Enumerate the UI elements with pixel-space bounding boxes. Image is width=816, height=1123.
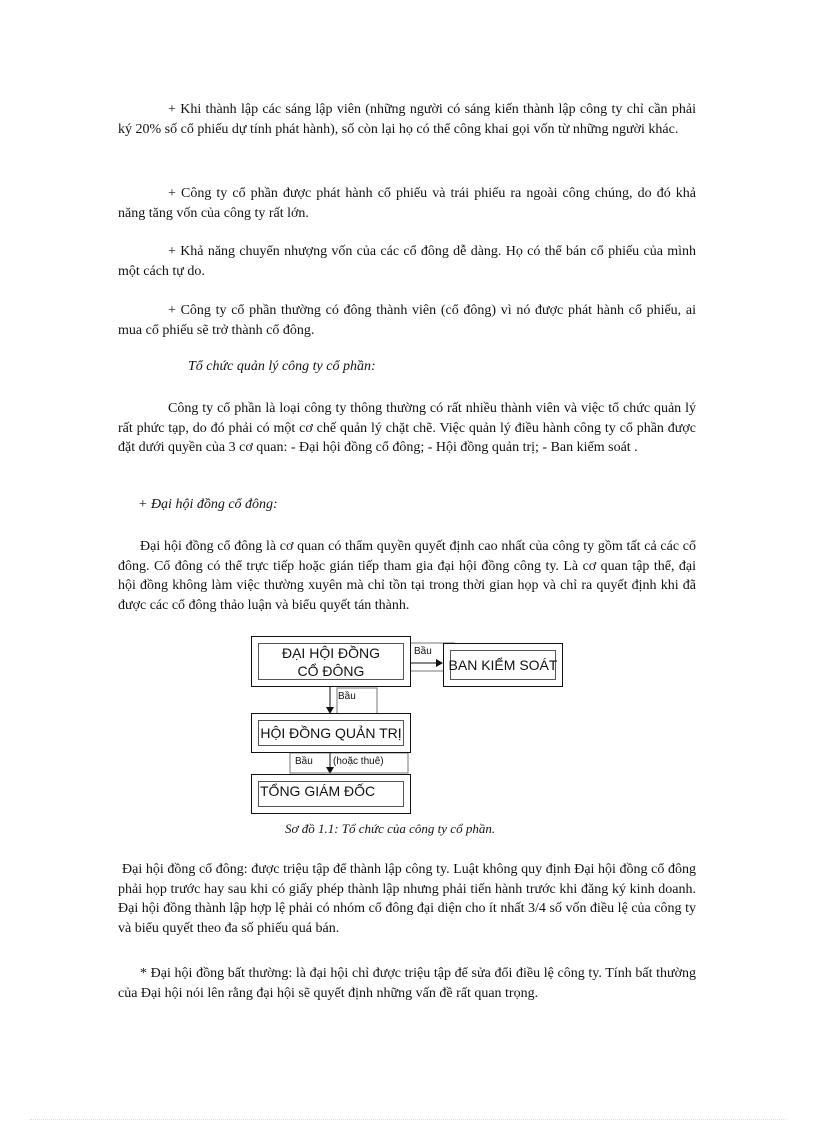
box-general-meeting <box>251 636 411 687</box>
box-general-meeting-line1: ĐẠI HỘI ĐỒNG <box>281 645 380 661</box>
label-elect-director: Bầu <box>295 756 313 767</box>
paragraph-members: + Công ty cổ phần thường có đông thành viên (cổ đông) vì nó được phát hành cổ phiếu, ai mua cổ phiếu sẽ trở thành cổ đông. <box>118 303 696 338</box>
paragraph-transfer: + Khả năng chuyển nhượng vốn của các cổ đông dễ dàng. Họ có thể bán cổ phiếu của mình một cách tự do. <box>118 244 696 279</box>
page-bottom-rule <box>30 1119 786 1120</box>
paragraph-issuance: + Công ty cổ phần được phát hành cổ phiếu và trái phiếu ra ngoài công chúng, do đó khả năng tăng vốn của công ty rất lớn. <box>118 186 696 221</box>
box-supervisory-board-label: BAN KIỂM SOÁT <box>448 657 558 673</box>
label-elect-board: Bầu <box>338 691 356 702</box>
section-heading-general-meeting: + Đại hội đồng cổ đông: <box>138 497 278 512</box>
box-supervisory-board <box>443 643 563 687</box>
paragraph-extraordinary-meeting: * Đại hội đồng bất thường: là đại hội chỉ được triệu tập để sửa đổi điều lệ công ty. Tính bất thường của Đại hội nói lên rằng đại hội sẽ quyết định những vấn đề rất quan trọng. <box>118 966 696 1001</box>
box-board-of-directors <box>251 713 411 753</box>
arrowhead-supervisory <box>436 659 443 667</box>
label-or-hire: (hoặc thuê) <box>333 756 384 767</box>
paragraph-general-meeting: Đại hội đồng cổ đông là cơ quan có thẩm quyền quyết định cao nhất của công ty gồm tất cả các cổ đông. Cổ đông có thể trực tiếp hoặc gián tiếp tham gia đại hội đồng công ty. Là cơ quan tập thể, đại hội đồng không làm việc thường xuyên mà chỉ tồn tại trong thời gian họp và chỉ ra quyết định khi đã được các cổ đông thảo luận và biểu quyết tán thành. <box>118 539 696 613</box>
section-heading-management: Tổ chức quản lý công ty cổ phần: <box>188 359 376 374</box>
paragraph-founders: + Khi thành lập các sáng lập viên (những người có sáng kiến thành lập công ty chỉ cần phải ký 20% số cổ phiếu dự tính phát hành), số còn lại họ có thể công khai gọi vốn từ những người khác. <box>118 102 696 137</box>
label-elect-supervisory: Bầu <box>414 646 432 657</box>
arrowhead-director <box>326 767 334 774</box>
box-general-director-label: TỔNG GIÁM ĐỐC <box>260 783 376 799</box>
box-board-of-directors-label: HỘI ĐỒNG QUẢN TRỊ <box>260 725 402 741</box>
box-general-director <box>251 774 411 814</box>
paragraph-founding-meeting: Đại hội đồng cổ đông: được triệu tập để thành lập công ty. Luật không quy định Đại hội đồng cổ đông phải họp trước hay sau khi có giấy phép thành lập nhưng phải tiến hành trước khi đăng ký kinh doanh. Đại hội đồng thành lập hợp lệ phải có nhóm cổ đông đại diện cho ít nhất 3/4 số vốn điều lệ của công ty và biểu quyết theo đa số phiếu quá bán. <box>118 862 696 936</box>
paragraph-management: Công ty cổ phần là loại công ty thông thường có rất nhiều thành viên và việc tổ chức quản lý rất phức tạp, do đó phải có một cơ chế quản lý chặt chẽ. Việc quản lý điều hành công ty cổ phần được đặt dưới quyền của 3 cơ quan: - Đại hội đồng cổ đông; - Hội đồng quản trị; - Ban kiểm soát . <box>118 401 696 455</box>
diagram-caption: Sơ đồ 1.1: Tổ chức của công ty cổ phần. <box>285 821 496 836</box>
box-general-meeting-line2: CỔ ĐÔNG <box>297 663 365 679</box>
